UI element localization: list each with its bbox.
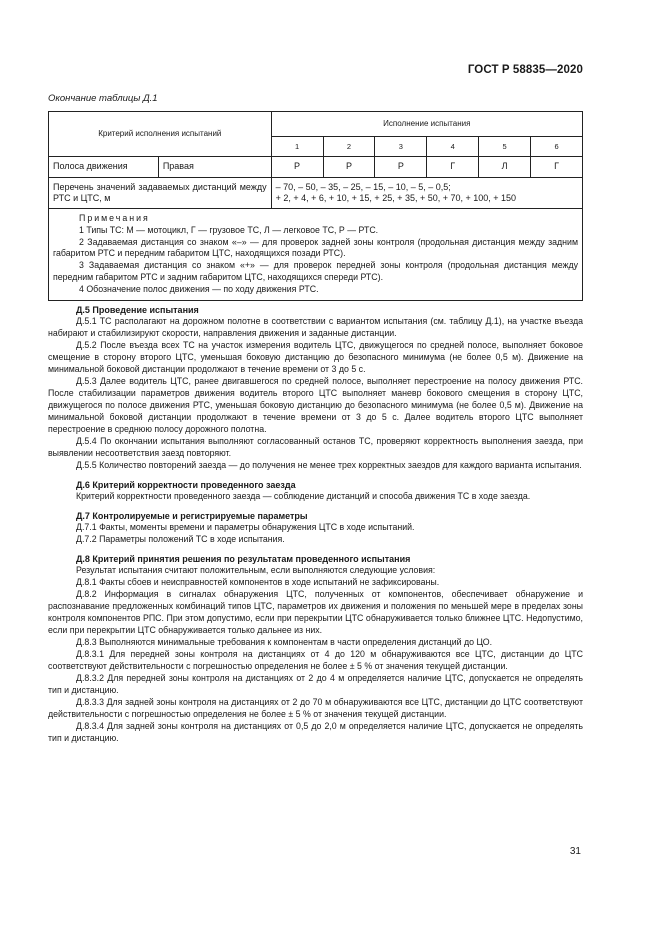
paragraph: Д.8.3.2 Для передней зоны контроля на дистанциях от 2 до 4 м определяется наличие ЦТС, допускается не определять тип и дистанцию. — [48, 672, 583, 695]
paragraph: Д.5.1 ТС располагают на дорожном полотне в соответствии с вариантом испытания (см. таблицу Д.1), на участке въезда набирают и стабилизируют скорости, направления движения и заданные дистанции. — [48, 316, 583, 339]
exec-number: 3 — [375, 137, 427, 157]
lane-value: Г — [427, 157, 479, 178]
distances-label: Перечень значений задаваемых дистанций между РТС и ЦТС, м — [49, 178, 272, 209]
note-item: 2 Задаваемая дистанция со знаком «–» — для проверок задней зоны контроля (продольная дистанция между задним габаритом РТС и передним габаритом ЦТС, находящихся позади РТС). — [53, 236, 578, 259]
lane-value: Г — [531, 157, 583, 178]
lane-value: Р — [271, 157, 323, 178]
section-heading: Д.6 Критерий корректности проведенного заезда — [76, 479, 296, 490]
exec-number: 2 — [323, 137, 375, 157]
exec-number: 6 — [531, 137, 583, 157]
paragraph: Д.8.2 Информация в сигналах обнаружения ЦТС, полученных от компонентов, обеспечивает обнаружение и распознавание предложенных комбинаций типов ЦТС, параметров их движения и положения по меньшей мере в пределах зоны контроля компонентов РПС. При этом допустимо, если при перекрытии ЦТС обнаруживается только ближнее ЦТС. Недопустимо, если при перекрытии ЦТС обнаруживается только дальнее из них. — [48, 589, 583, 635]
distances-line-negative: – 70, – 50, – 35, – 25, – 15, – 10, – 5, – 0,5; — [275, 181, 451, 192]
section-heading: Д.7 Контролируемые и регистрируемые параметры — [76, 510, 308, 521]
exec-number: 5 — [479, 137, 531, 157]
distances-line-positive: + 2, + 4, + 6, + 10, + 15, + 25, + 35, + 50, + 70, + 100, + 150 — [275, 193, 517, 203]
lane-value: Р — [375, 157, 427, 178]
paragraph: Д.5.2 После въезда всех ТС на участок измерения водитель ЦТС, движущегося по средней полосе, выполняет боковое смещение в сторону второго ЦТС, уменьшая боковую дистанцию до безопасного минимума (не более 0,5 м). Движение на минимальной боковой дистанции продолжают в течение времени от 3 до 5 с. — [48, 340, 583, 375]
notes-title: Примечания — [79, 213, 150, 223]
section-heading: Д.5 Проведение испытания — [76, 305, 199, 315]
lane-value: Р — [323, 157, 375, 178]
lane-value: Л — [479, 157, 531, 178]
header-execution: Исполнение испытания — [271, 112, 582, 137]
lane-sub: Правая — [158, 157, 271, 178]
paragraph: Критерий корректности проведенного заезда — соблюдение дистанций и способа движения ТС в ходе заезда. — [76, 490, 531, 501]
paragraph: Д.8.1 Факты сбоев и неисправностей компонентов в ходе испытаний не зафиксированы. — [76, 577, 440, 588]
page-number: 31 — [569, 846, 581, 857]
notes-cell — [49, 209, 583, 301]
exec-number: 4 — [427, 137, 479, 157]
paragraph: Д.8.3.4 Для задней зоны контроля на дистанциях от 0,5 до 2,0 м определяется наличие ЦТС, допускается не определять тип и дистанцию. — [48, 720, 583, 743]
table-caption: Окончание таблицы Д.1 — [48, 93, 158, 104]
document-id: ГОСТ Р 58835—2020 — [467, 64, 583, 76]
document-body — [48, 304, 583, 744]
note-item: 1 Типы ТС: М — мотоцикл, Г — грузовое ТС, Л — легковое ТС, Р — РТС. — [79, 224, 379, 235]
note-item: 3 Задаваемая дистанция со знаком «+» — для проверок передней зоны контроля (продольная дистанция между передним габаритом РТС и задним габаритом ЦТС, находящихся спереди РТС). — [53, 260, 578, 282]
section-heading: Д.8 Критерий принятия решения по результатам проведенного испытания — [76, 553, 411, 564]
paragraph: Д.8.3.3 Для задней зоны контроля на дистанциях от 2 до 70 м обнаруживаются все ЦТС, дистанции до ЦТС соответствуют действительности с погрешностью определения не более ± 5 % от значения текущей дистанции. — [48, 696, 583, 719]
paragraph: Д.8.3 Выполняются минимальные требования к компонентам в части определения дистанций до ЦО. — [76, 636, 493, 647]
paragraph: Д.5.3 Далее водитель ЦТС, ранее двигавшегося по средней полосе, выполняет перестроение на полосу движения РТС. После стабилизации параметров движения водитель второго ЦТС выполняет маневр бокового смещения в сторону ЦТС, движущегося по полосе движения РТС, уменьшая боковую дистанцию до безопасного минимума (не более 0,5 м). Движение на минимальной боковой дистанции продолжают в течение времени от 3 до 5 с. Далее водитель второго ЦТС выполняет перестроение в среднюю полосу дорожного полотна. — [48, 376, 583, 434]
note-item: 4 Обозначение полос движения — по ходу движения РТС. — [79, 283, 319, 294]
paragraph: Д.7.1 Факты, моменты времени и параметры обнаружения ЦТС в ходе испытаний. — [76, 522, 415, 533]
exec-number: 1 — [271, 137, 323, 157]
paragraph: Д.7.2 Параметры положений ТС в ходе испытания. — [76, 534, 285, 544]
paragraph: Д.5.4 По окончании испытания выполняют согласованный останов ТС, проверяют корректность выполнения заезда, при выявлении несоответствия заезд повторяют. — [48, 435, 583, 458]
distances-values — [271, 178, 582, 209]
paragraph: Д.8.3.1 Для передней зоны контроля на дистанциях от 4 до 120 м обнаруживаются все ЦТС, дистанции до ЦТС соответствуют действительности с погрешностью определения не более ± 5 % от значения текущей дистанции. — [48, 648, 583, 671]
lane-label: Полоса движения — [49, 157, 159, 178]
paragraph: Результат испытания считают положительным, если выполняются следующие условия: — [76, 565, 436, 576]
paragraph: Д.5.5 Количество повторений заезда — до получения не менее трех корректных заездов для каждого варианта испытания. — [76, 459, 582, 470]
test-table — [48, 111, 583, 301]
header-criterion: Критерий исполнения испытаний — [49, 112, 272, 157]
